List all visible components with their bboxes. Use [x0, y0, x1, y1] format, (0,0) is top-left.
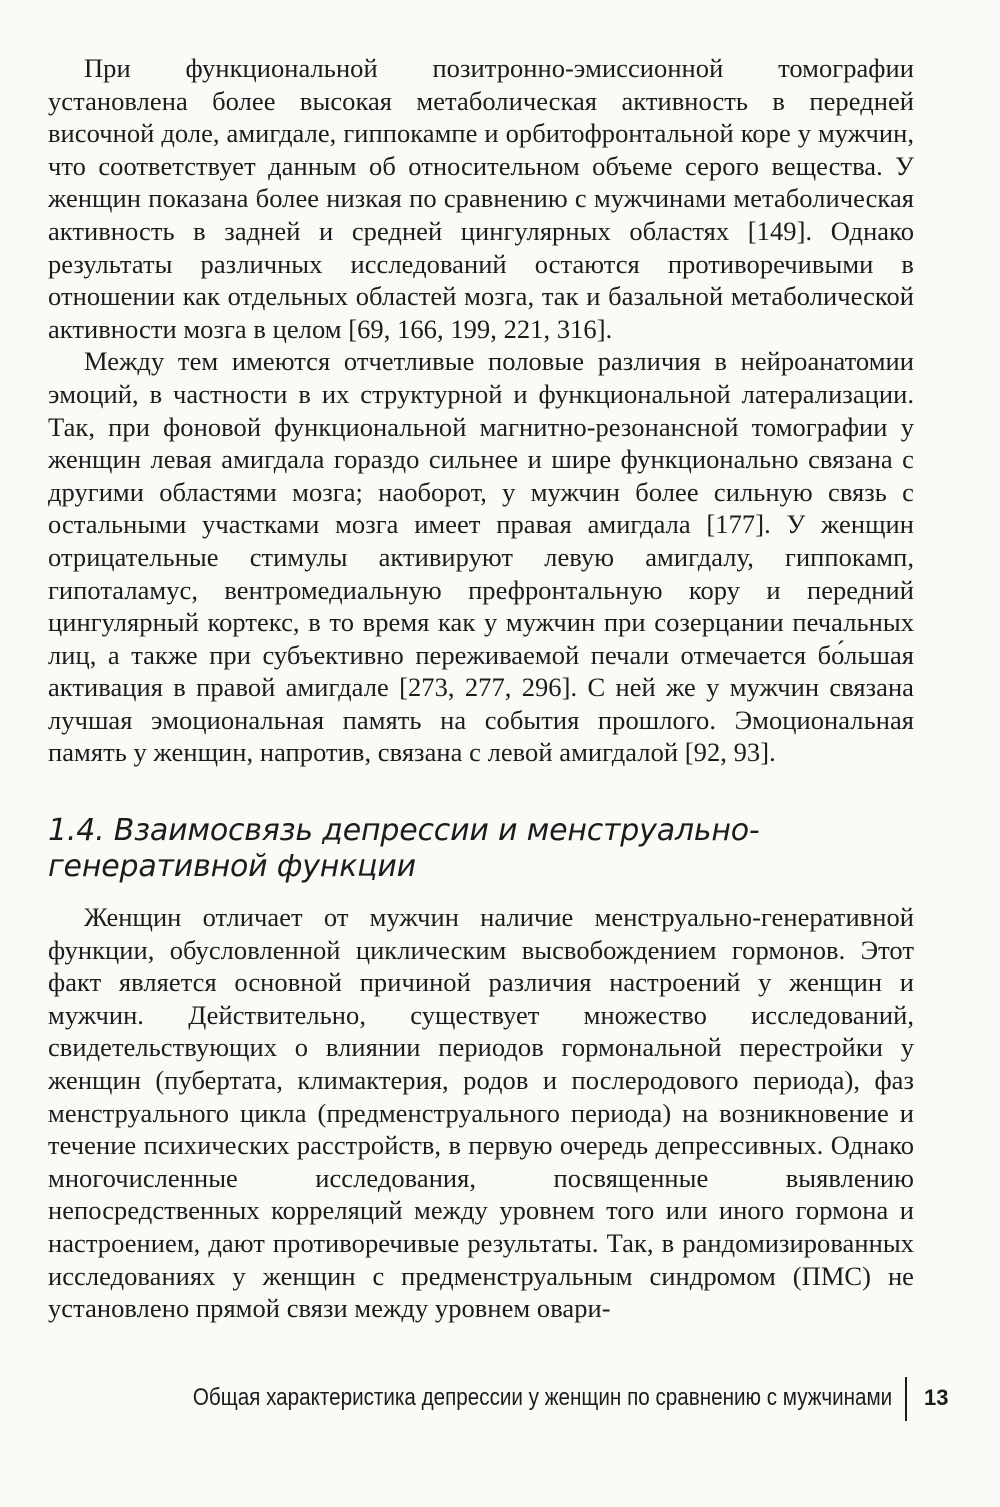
footer-divider: [905, 1377, 907, 1421]
page-number: 13: [924, 1385, 949, 1410]
page-footer: [0, 1377, 1000, 1427]
paragraph-menstrual-function: Женщин отличает от мужчин наличие менструально-генеративной функции, обусловленной циклическим высвобождением гормонов. Этот факт является основной причиной различия настроений у женщин и мужчин. Действительно, существует множество исследований, свидетельствующих о влиянии периодов гормональной перестройки у женщин (пубертата, климактерия, родов и послеродового периода), фаз менструального цикла (предменструального периода) на возникновение и течение психических расстройств, в первую очередь депрессивных. Однако многочисленные исследования, посвященные выявлению непосредственных корреляций между уровнем того или иного гормона и настроением, дают противоречивые результаты. Так, в рандомизированных исследованиях у женщин с предменструальным синдромом (ПМС) не установлено прямой связи между уровнем овари-: [48, 902, 914, 1324]
section-heading-line1: 1.4. Взаимосвязь депрессии и менструально-: [48, 813, 760, 849]
running-title: Общая характеристика депрессии у женщин по сравнению с мужчинами: [192, 1384, 892, 1411]
paragraph-pet-metabolism: При функциональной позитронно-эмиссионной томографии установлена более высокая метаболическая активность в передней височной доле, амигдале, гиппокампе и орбитофронтальной коре у мужчин, что соответствует данным об относительном объеме серого вещества. У женщин показана более низкая по сравнению с мужчинами метаболическая активность в задней и средней цингулярных областях [149]. Однако результаты различных исследований остаются противоречивыми в отношении как отдельных областей мозга, так и базальной метаболической активности мозга в целом [69, 166, 199, 221, 316].: [48, 53, 914, 344]
section-heading-line2: генеративной функции: [48, 849, 416, 885]
page-body: [48, 52, 914, 1325]
section-heading: [48, 813, 914, 885]
paragraph-emotion-lateralization: Между тем имеются отчетливые половые различия в нейроанатомии эмоций, в частности в их структурной и функциональной латерализации. Так, при фоновой функциональной магнитно-резонансной томографии у женщин левая амигдала гораздо сильнее и шире функционально связана с другими областями мозга; наоборот, у мужчин более сильную связь с остальными участками мозга имеет правая амигдала [177]. У женщин отрицательные стимулы активируют левую амигдалу, гиппокамп, гипоталамус, вентромедиальную префронтальную кору и передний цингулярный кортекс, в то время как у мужчин при созерцании печальных лиц, а также при субъективно переживаемой печали отмечается бо́льшая активация в правой амигдале [273, 277, 296]. С ней же у мужчин связана лучшая эмоциональная память на события прошлого. Эмоциональная память у женщин, напротив, связана с левой амигдалой [92, 93].: [48, 346, 914, 768]
